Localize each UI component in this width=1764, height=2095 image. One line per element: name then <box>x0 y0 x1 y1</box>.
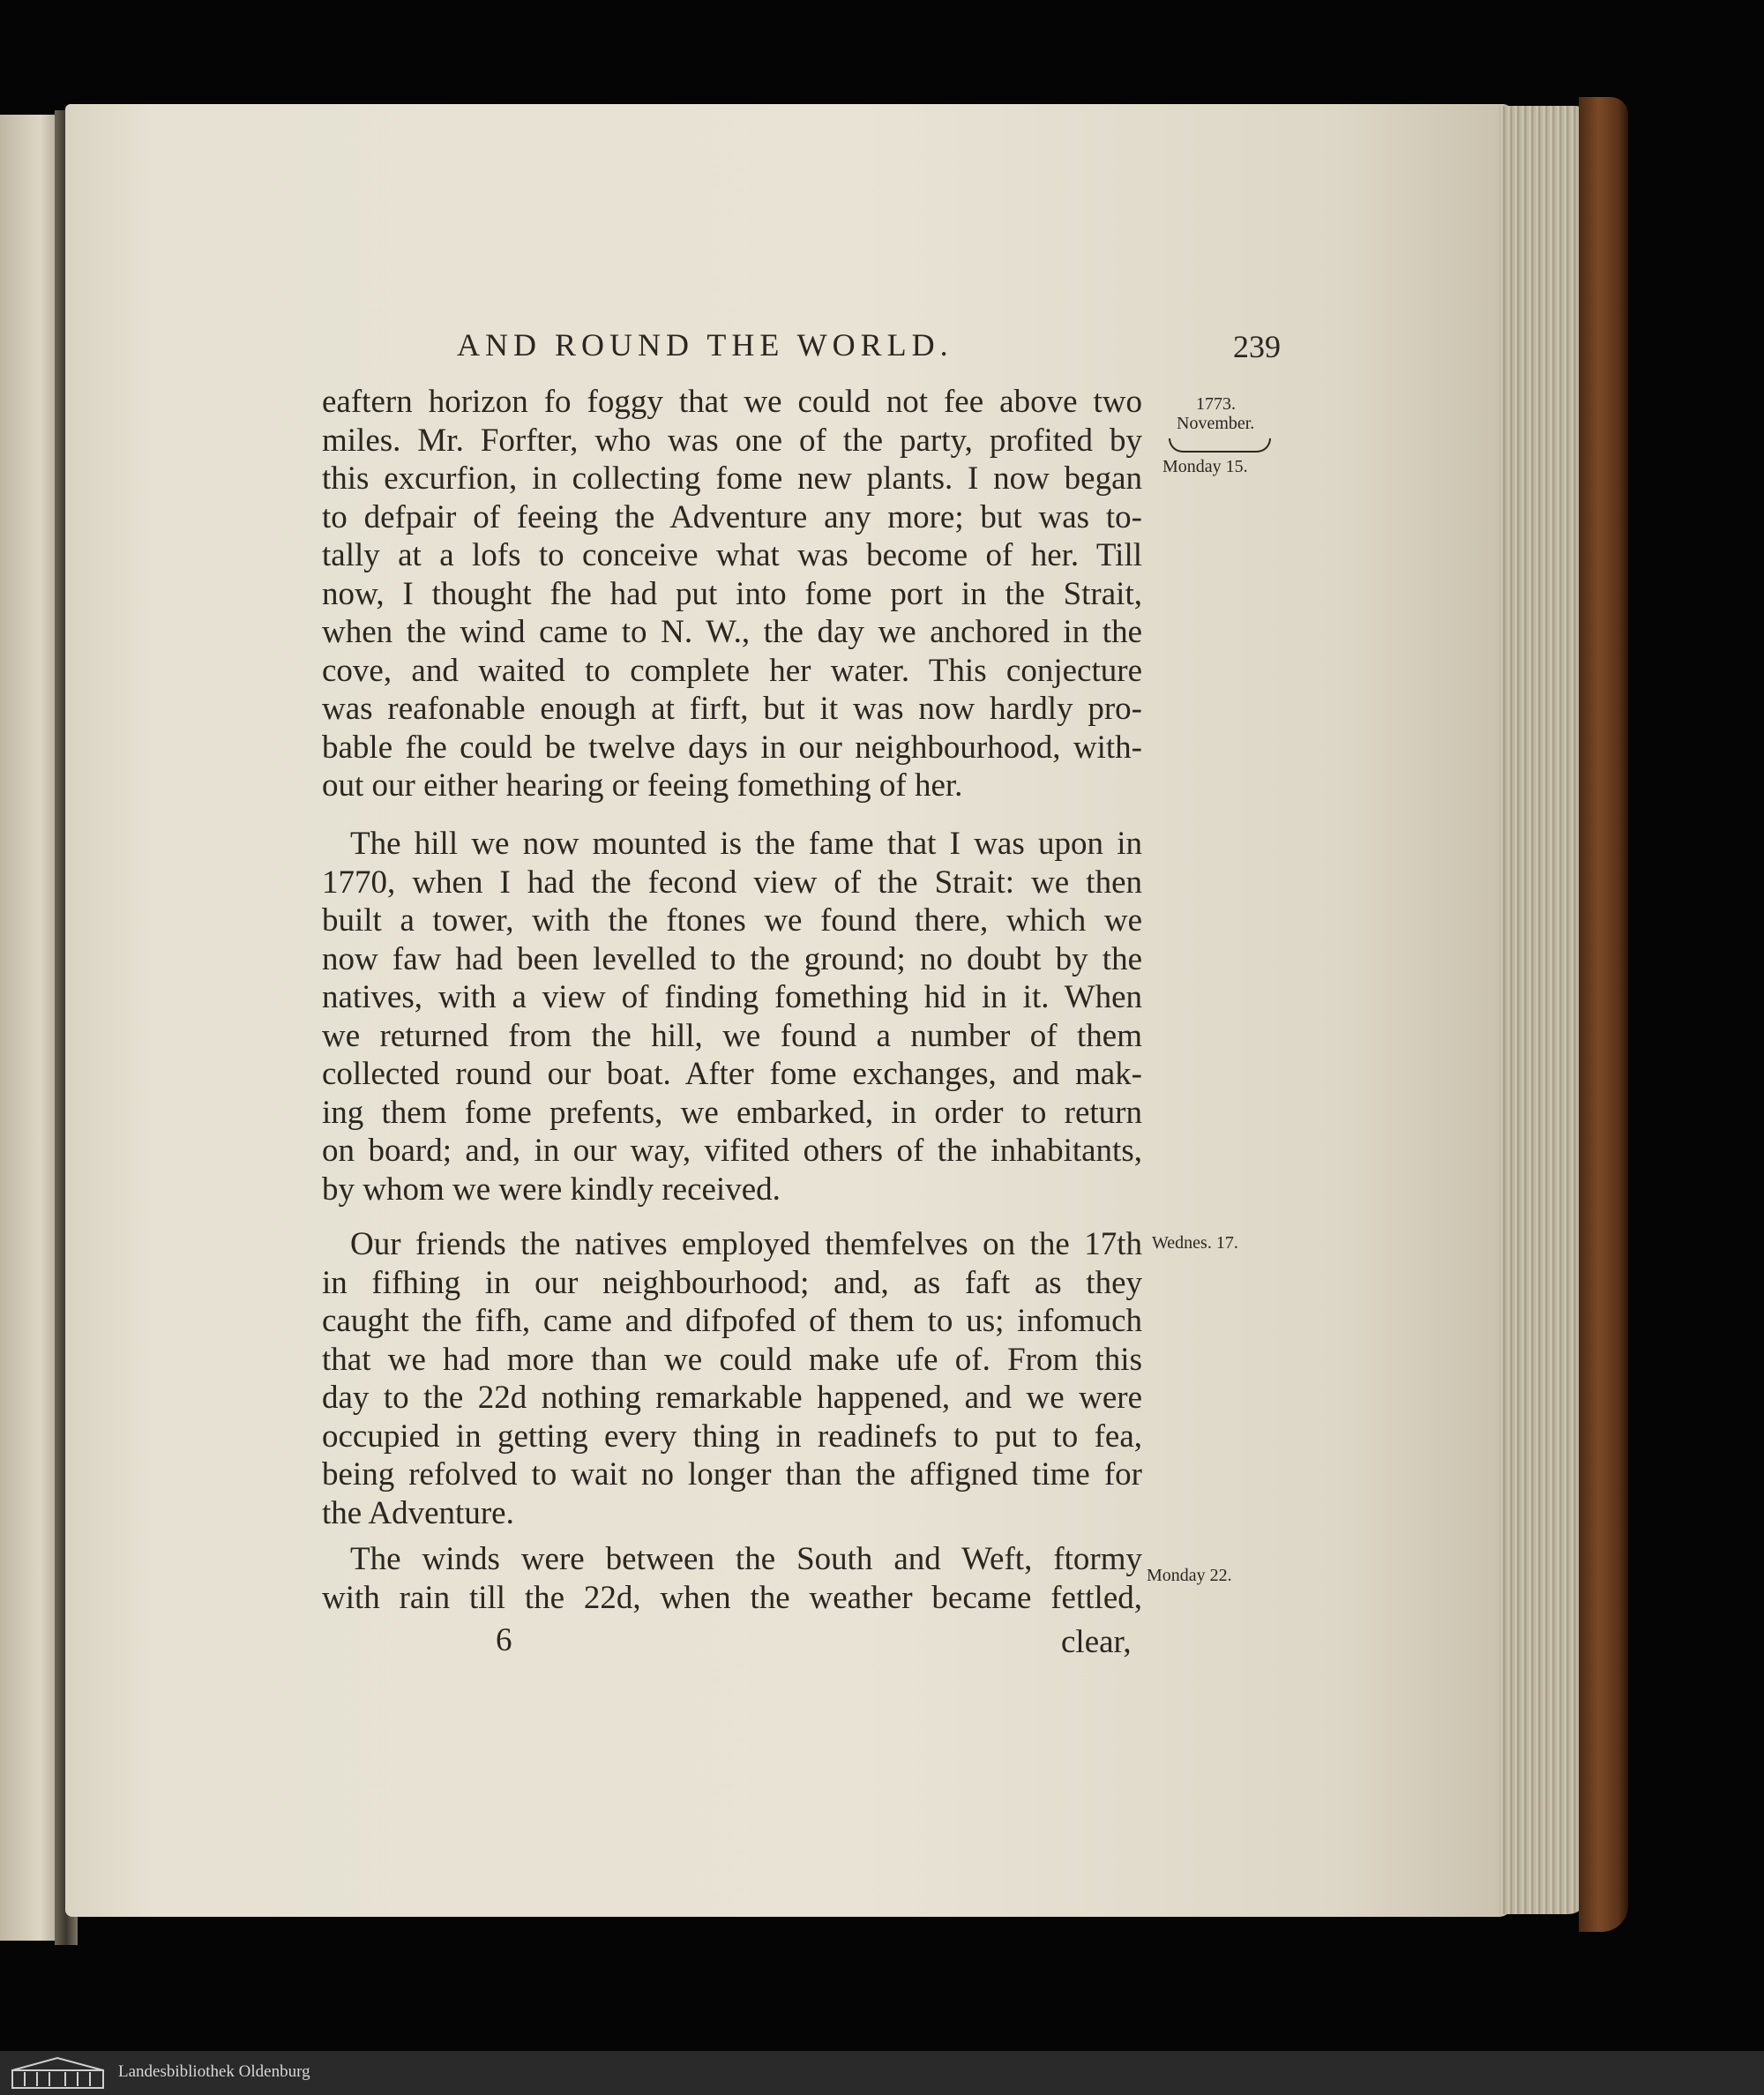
text-line: natives, with a view of finding fomething hid in it. When <box>322 979 1142 1015</box>
text-line: cove, and waited to complete her water. This conjecture <box>322 652 1142 689</box>
margin-month: November. <box>1177 414 1255 433</box>
margin-date-monday-22: Monday 22. <box>1147 1566 1232 1585</box>
text-line: 1770, when I had the fecond view of the Strait: we then <box>322 864 1142 901</box>
page-number: 239 <box>1233 329 1281 364</box>
text-line: tally at a lofs to conceive what was become of her. Till <box>322 537 1142 573</box>
text-line: ing them fome prefents, we embarked, in order to return <box>322 1094 1142 1131</box>
signature-mark: 6 <box>496 1622 512 1658</box>
text-line: when the wind came to N. W., the day we anchored in the <box>322 614 1142 650</box>
library-name: Landesbibliothek Oldenburg <box>118 2062 310 2081</box>
text-line: we returned from the hill, we found a number of them <box>322 1017 1142 1054</box>
text-line: the Adventure. <box>322 1494 514 1531</box>
text-line: Our friends the natives employed themfelves on the 17th <box>350 1226 1142 1262</box>
text-line: day to the 22d nothing remarkable happened, and we were <box>322 1380 1142 1416</box>
text-line: that we had more than we could make ufe of. From this <box>322 1341 1142 1378</box>
text-line: bable fhe could be twelve days in our neighbourhood, with- <box>322 729 1142 766</box>
text-line: was reafonable enough at firft, but it was now hardly pro- <box>322 691 1142 727</box>
paragraph-4 <box>322 1540 1142 1617</box>
text-line: miles. Mr. Forfter, who was one of the party, profited by <box>322 422 1142 459</box>
text-line: out our either hearing or feeing fomething of her. <box>322 767 963 804</box>
text-line: being refolved to wait no longer than the affigned time for <box>322 1456 1142 1493</box>
text-line: this excurfion, in collecting fome new plants. I now began <box>322 460 1142 497</box>
text-line: collected round our boat. After fome exchanges, and mak- <box>322 1056 1142 1092</box>
paragraph-1 <box>322 383 1142 805</box>
text-line: with rain till the 22d, when the weather became fettled, <box>322 1579 1142 1616</box>
margin-date-monday-15: Monday 15. <box>1162 457 1248 476</box>
catchword: clear, <box>1061 1624 1132 1660</box>
text-line: The hill we now mounted is the fame that I was upon in <box>350 826 1142 862</box>
margin-date-wednesday-17: Wednes. 17. <box>1152 1233 1238 1253</box>
library-footer-bar <box>0 2051 1764 2095</box>
library-building-icon <box>7 2056 108 2090</box>
text-line: eaftern horizon fo foggy that we could not fee above two <box>322 384 1142 420</box>
text-line: built a tower, with the ftones we found there, which we <box>322 902 1142 939</box>
text-line: now faw had been levelled to the ground; no doubt by the <box>322 940 1142 977</box>
text-line: on board; and, in our way, vifited others of the inhabitants, <box>322 1133 1142 1169</box>
text-line: occupied in getting every thing in readinefs to put to fea, <box>322 1418 1142 1455</box>
margin-brace-icon <box>1169 438 1271 453</box>
text-line: caught the fifh, came and difpofed of them to us; infomuch <box>322 1303 1142 1339</box>
text-line: now, I thought fhe had put into fome port in the Strait, <box>322 575 1142 612</box>
book-cover-edge <box>1579 97 1628 1932</box>
text-line: to defpair of feeing the Adventure any more; but was to- <box>322 498 1142 535</box>
text-line: by whom we were kindly received. <box>322 1171 781 1208</box>
text-line: The winds were between the South and Weft, ftormy <box>350 1541 1142 1577</box>
paragraph-3 <box>322 1225 1142 1532</box>
text-line: in fifhing in our neighbourhood; and, as faft as they <box>322 1264 1142 1301</box>
margin-year: 1773. <box>1196 394 1236 414</box>
page-block-edges <box>1499 106 1588 1914</box>
running-title: AND ROUND THE WORLD. <box>457 327 953 363</box>
paragraph-2 <box>322 825 1142 1208</box>
